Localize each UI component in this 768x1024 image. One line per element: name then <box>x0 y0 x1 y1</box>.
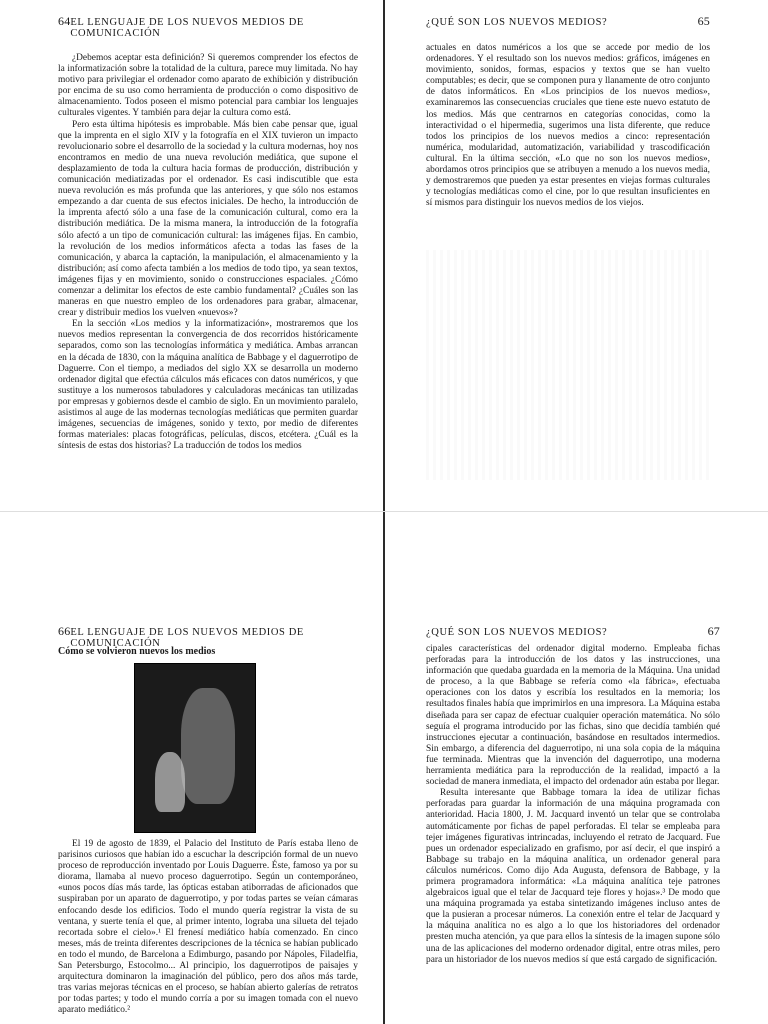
running-head <box>58 14 358 39</box>
paragraph: En la sección «Los medios y la informatización», mostraremos que los nuevos medios representan la convergencia de dos recorridos históricamente separados, como son las tecnologías informática y mediática. Ambas arrancan en la década de 1830, con la máquina analítica de Babbage y el daguerrotipo de Daguerre. Con el tiempo, a mediados del siglo XX se desarrolla un moderno ordenador digital que efectúa cálculos más eficaces con datos numéricos, y que sustituye a los numerosos tabuladores y calculadoras mecánicas tan utilizadas por empresas y gobiernos desde el cambio de siglo. En un movimiento paralelo, asistimos al auge de las modernas tecnologías mediáticas que permiten guardar imágenes, secuencias de imágenes, sonido y texto, por medio de diferentes formas materiales: placas fotográficas, películas, discos, etcétera. ¿Cuál es la síntesis de estas dos historias? La traducción de todos los medios <box>58 319 358 452</box>
running-head <box>426 14 710 29</box>
page-number: 65 <box>697 14 710 28</box>
daguerreotype-figure <box>134 663 256 833</box>
running-title: EL LENGUAJE DE LOS NUEVOS MEDIOS DE COMUNICACIÓN <box>70 17 304 39</box>
page-number: 64 <box>58 14 71 28</box>
running-title: EL LENGUAJE DE LOS NUEVOS MEDIOS DE COMUNICACIÓN <box>70 627 304 649</box>
running-head <box>58 624 358 649</box>
running-title: ¿QUÉ SON LOS NUEVOS MEDIOS? <box>426 627 608 638</box>
paragraph: El 19 de agosto de 1839, el Palacio del Instituto de París estaba lleno de parisinos curiosos que habían ido a escuchar la descripción formal de un nuevo proceso de reproducción inventado por Louis Daguerre. Éste, famoso ya por su diorama, llamaba al nuevo proceso daguerrotipo. Según un contemporáneo, «unos pocos días más tarde, las ópticas estaban atiborradas de aficionados que suspiraban por un aparato de daguerrotipo, y por todas partes se veían cámaras enfocando desde los edificios. Todo el mundo quería registrar la vista de su ventana, y suerte tenía el que, al primer intento, lograba una silueta del tejado recortada sobre el cielo».¹ El frenesí mediático había comenzado. En cinco meses, más de treinta diferentes descripciones de la técnica se habían publicado en todo el mundo, de Barcelona a Edimburgo, pasando por Nápoles, Filadelfia, San Petersburgo, Estocolmo... Al principio, los daguerrotipos de paisajes y arquitectura dominaron la imaginación del público, pero dos años más tarde, tras varias mejoras técnicas en el proceso, se habían abierto galerías de retratos por todas partes; y todo el mundo corría a por su imagen tomada con el nuevo aparato mediático.² <box>58 839 358 1016</box>
paragraph: cipales características del ordenador digital moderno. Empleaba fichas perforadas para la introducción de los datos y las instrucciones, una información que quedaba guardada en la memoria de la Máquina. Una unidad de proceso, a la que Babbage se refería como «la fábrica», efectuaba operaciones con los datos y escribía los resultados en la memoria; los resultados finales había que imprimirlos en una impresora. La Máquina estaba diseñada para ser capaz de efectuar cualquier operación matemática. No sólo seguía el programa introducido por las fichas, sino que decidía también qué instrucciones ejecutar a continuación, basándose en resultados intermedios. Sin embargo, a diferencia del daguerrotipo, ni una sola copia de la máquina fue terminada. Mientras que la invención del daguerrotipo, una moderna herramienta mediática para la reproducción de la realidad, impactó a la sociedad de manera inmediata, el impacto del ordenador aún estaba por llegar. <box>426 644 720 788</box>
running-title: ¿QUÉ SON LOS NUEVOS MEDIOS? <box>426 17 608 28</box>
running-head <box>426 624 720 639</box>
paragraph: Pero esta última hipótesis es improbable. Más bien cabe pensar que, igual que la imprenta en el siglo XIV y la fotografía en el XIX tuvieron un impacto revolucionario sobre el desarrollo de la sociedad y la cultura modernas, hoy nos encontramos en medio de una nueva revolución mediática, que supone el desplazamiento de toda la cultura hacia formas de producción, distribución y comunicación mediatizadas por el ordenador. Es casi indiscutible que esta nueva revolución es más profunda que las anteriores, y que sólo nos estamos empezando a dar cuenta de sus efectos iniciales. De hecho, la introducción de la imprenta afectó sólo a una fase de la comunicación cultural, como era la distribución mediática. De la misma manera, la introducción de la fotografía sólo afectó a un tipo de comunicación cultural: las imágenes fijas. En cambio, la revolución de los medios informáticos afecta a todas las fases de la comunicación, y abarca la captación, la manipulación, el almacenamiento y la distribución; así como afecta también a los medios de todo tipo, ya sean textos, imágenes fijas y en movimiento, sonido o construcciones espaciales. ¿Cómo comenzar a delimitar los efectos de este cambio fundamental? ¿Cuáles son las maneras en que nuestro empleo de los ordenadores para grabar, almacenar, crear y distribuir medios los vuelven «nuevos»? <box>58 119 358 319</box>
page-number: 66 <box>58 624 71 638</box>
section-title: Cómo se volvieron nuevos los medios <box>58 646 216 657</box>
page-65 <box>384 0 768 512</box>
paragraph: Resulta interesante que Babbage tomara la idea de utilizar fichas perforadas para guardar la información de una máquina programada con anterioridad. Hacia 1800, J. M. Jacquard inventó un telar que se controlaba automáticamente por fichas de papel perforadas. El telar se empleaba para tejer imágenes figurativas intrincadas, incluyendo el retrato de Jacquard. Fue pues un ordenador especializado en grafismo, por así decir, el que inspiró a Babbage su trabajo en la máquina analítica, un ordenador general para cálculos numéricos. Como dijo Ada Augusta, defensora de Babbage, y la primera programadora informática: «La máquina analítica teje patrones algebraicos igual que el telar de Jacquard teje flores y hojas».³ De modo que una máquina programada ya estaba sintetizando imágenes incluso antes de que la pusieran a procesar números. La conexión entre el telar de Jacquard y la máquina analítica no es algo a lo que los historiadores del ordenador presten mucha atención, ya que para ellos la síntesis de la imagen supone sólo una de las aplicaciones del moderno ordenador digital, entre otras miles, pero para un historiador de los nuevos medios sí que está cargado de significación. <box>426 788 720 965</box>
page-67 <box>384 512 768 1024</box>
paragraph: actuales en datos numéricos a los que se accede por medio de los ordenadores. Y el resultado son los nuevos medios: gráficos, imágenes en movimiento, sonidos, formas, espacios y textos que se han vuelto computables; es decir, que se componen pura y llanamente de otro conjunto de datos informáticos. En «Los principios de los nuevos medios», examinaremos las consecuencias cruciales que tiene este nuevo estatuto de los medios. Más que centrarnos en categorías conocidas, como la interactividad o el hipermedia, sugerimos una lista diferente, que reduce todos los principios de los nuevos medios a cinco: representación numérica, modularidad, automatización, variabilidad y trascodificación cultural. En la última sección, «Lo que no son los nuevos medios», abordamos otros principios que se atribuyen a menudo a los nuevos media, y demostraremos que pueden ya estar presentes en viejas formas culturales y tecnologías mediáticas como el cine, por lo que resultan insuficientes en sí mismos para distinguir los nuevos medios de los viejos. <box>426 43 710 209</box>
page-number: 67 <box>707 624 720 638</box>
figure-highlight <box>181 688 235 804</box>
paragraph: ¿Debemos aceptar esta definición? Si queremos comprender los efectos de la informatización sobre la totalidad de la cultura, parece muy limitada. No hay motivo para privilegiar el ordenador como aparato de exhibición y distribución por encima de su uso como herramienta de producción o como dispositivo de almacenamiento. Todos poseen el mismo potencial para cambiar los lenguajes culturales vigentes. Y también para dejar la cultura como está. <box>58 53 358 119</box>
page-64 <box>0 0 384 512</box>
bleed-through-texture <box>426 250 710 480</box>
figure-shape <box>155 752 185 812</box>
page-66 <box>0 512 384 1024</box>
